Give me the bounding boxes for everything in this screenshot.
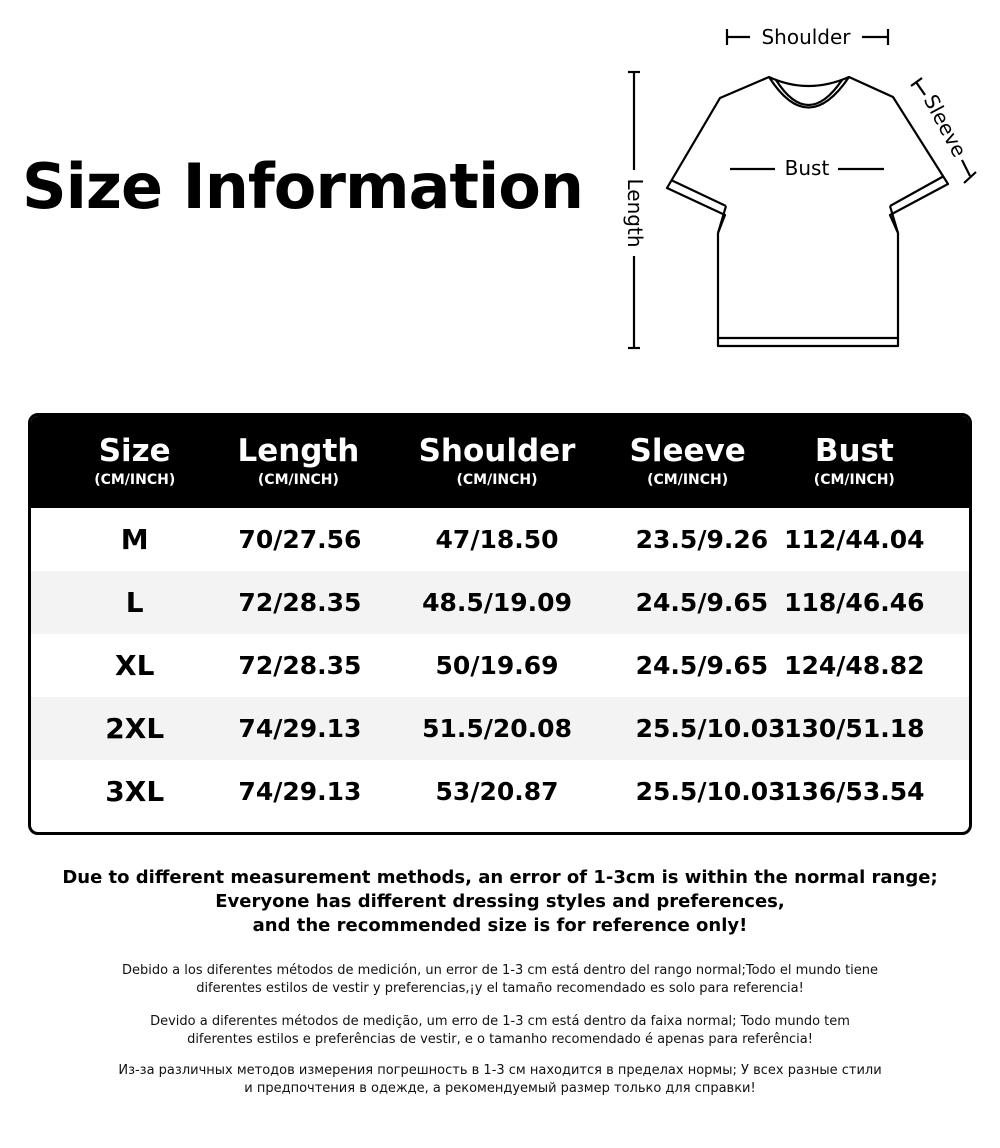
table-row	[31, 571, 969, 634]
sleeve-cell: 25.5/10.03	[635, 714, 786, 743]
length-label: Length	[623, 178, 647, 248]
sleeve-line-top	[916, 82, 925, 95]
shoulder-cell: 51.5/20.08	[422, 714, 572, 743]
note-spanish	[0, 962, 1000, 998]
note-line: Из-за различных методов измерения погрешность в 1-3 см находится в пределах нормы; У всех разные стили	[118, 1063, 882, 1078]
sleeve-cell: 24.5/9.65	[635, 588, 769, 617]
bust-cell: 112/44.04	[784, 525, 925, 554]
sleeve-cell: 23.5/9.26	[635, 525, 769, 554]
header-length	[238, 416, 358, 508]
sleeve-label: Sleeve	[918, 90, 972, 161]
header-label: Shoulder	[418, 433, 576, 469]
table-row	[31, 697, 969, 760]
table-row	[31, 508, 969, 571]
note-line: Everyone has different dressing styles and preferences,	[215, 891, 785, 912]
header-label: Length	[237, 433, 360, 469]
header-shoulder	[358, 416, 635, 508]
sleeve-line-bottom	[962, 160, 970, 176]
bust-cell: 130/51.18	[784, 714, 925, 743]
note-line: diferentes estilos e preferências de vestir, e o tamanho recomendado é apenas para referência!	[187, 1032, 813, 1047]
note-line: and the recommended size is for reference only!	[252, 915, 748, 936]
note-english	[0, 866, 1000, 938]
note-line: diferentes estilos de vestir y preferencias,¡y el tamaño recomendado es solo para referencia!	[196, 981, 804, 996]
header-label: Bust	[814, 433, 894, 469]
size-cell: M	[120, 523, 149, 556]
tshirt-diagram	[610, 14, 990, 364]
tshirt-outline	[667, 77, 948, 346]
sleeve-cell: 25.5/10.03	[635, 777, 786, 806]
header-sleeve	[629, 416, 746, 508]
header-unit: (CM/INCH)	[456, 472, 538, 488]
header-unit: (CM/INCH)	[647, 472, 729, 488]
page-title: Size Information	[22, 150, 584, 223]
shoulder-cell: 48.5/19.09	[422, 588, 572, 617]
note-line: Debido a los diferentes métodos de medición, un error de 1-3 cm está dentro del rango normal;Todo el mundo tiene	[121, 963, 879, 978]
note-line: Devido a diferentes métodos de medição, um erro de 1-3 cm está dentro da faixa normal; Todo mundo tem	[150, 1014, 850, 1029]
bust-label: Bust	[784, 156, 830, 180]
note-portuguese	[0, 1013, 1000, 1049]
bust-cell: 136/53.54	[784, 777, 925, 806]
header-unit: (CM/INCH)	[94, 472, 176, 488]
size-cell: 2XL	[105, 712, 165, 745]
table-row	[31, 760, 969, 823]
header-label: Size	[98, 433, 171, 469]
length-cell: 72/28.35	[238, 588, 362, 617]
header-label: Sleeve	[629, 433, 746, 469]
bust-cell: 124/48.82	[784, 651, 925, 680]
note-line: и предпочтения в одежде, а рекомендуемый размер только для справки!	[244, 1081, 756, 1096]
table-header	[31, 416, 969, 508]
size-cell: L	[125, 586, 144, 619]
sleeve-cell: 24.5/9.65	[635, 651, 769, 680]
note-russian	[0, 1062, 1000, 1098]
shoulder-cell: 53/20.87	[435, 777, 559, 806]
note-line: Due to different measurement methods, an error of 1-3cm is within the normal range;	[62, 867, 938, 888]
size-cell: XL	[114, 649, 155, 682]
header-size	[31, 416, 238, 508]
size-table	[28, 413, 972, 835]
length-cell: 70/27.56	[238, 525, 362, 554]
shoulder-label: Shoulder	[761, 25, 851, 49]
left-armhole	[718, 206, 726, 233]
header-unit: (CM/INCH)	[813, 472, 895, 488]
header-bust	[740, 416, 969, 508]
bust-cell: 118/46.46	[784, 588, 925, 617]
table-row	[31, 634, 969, 697]
shoulder-cell: 50/19.69	[435, 651, 559, 680]
length-cell: 74/29.13	[238, 714, 362, 743]
shoulder-cell: 47/18.50	[435, 525, 559, 554]
size-cell: 3XL	[105, 775, 165, 808]
length-cell: 72/28.35	[238, 651, 362, 680]
header-unit: (CM/INCH)	[257, 472, 339, 488]
length-cell: 74/29.13	[238, 777, 362, 806]
